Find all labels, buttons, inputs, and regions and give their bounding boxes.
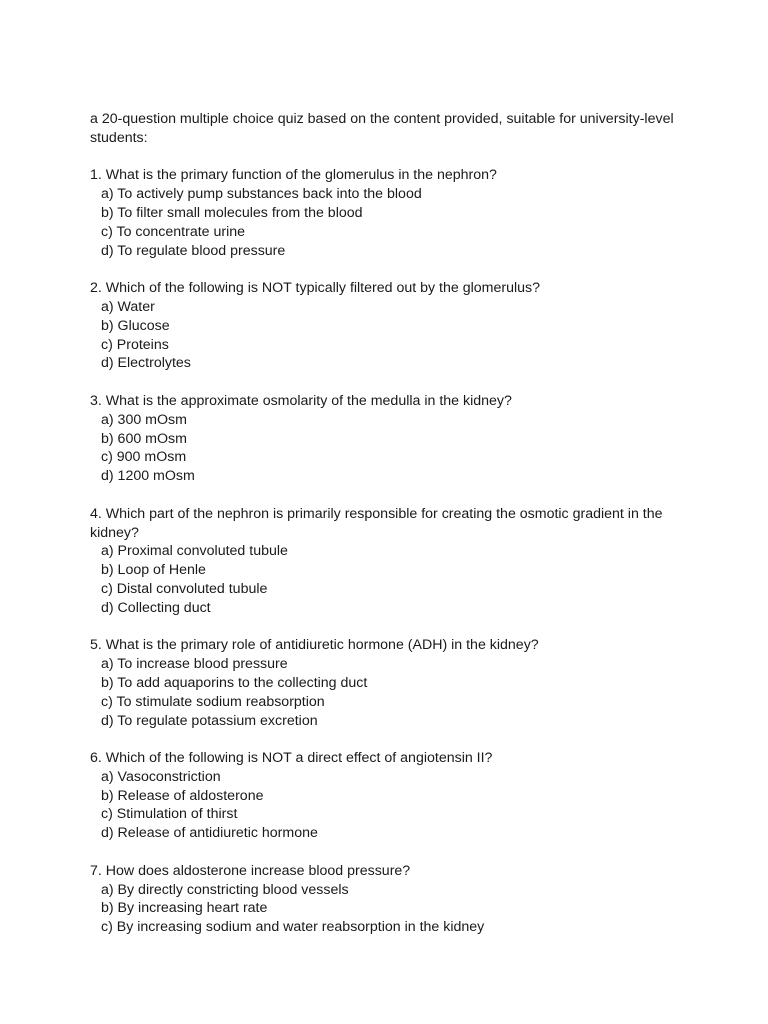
question-text: 6. Which of the following is NOT a direct effect of angiotensin II? [90, 750, 493, 767]
question-text: 7. How does aldosterone increase blood pressure? [90, 862, 411, 879]
answer-option: b) 600 mOsm [101, 430, 187, 447]
answer-option: d) To regulate potassium excretion [101, 712, 318, 729]
answer-options [90, 411, 678, 486]
answer-option: a) Proximal convoluted tubule [101, 543, 288, 560]
answer-option: b) Glucose [101, 317, 170, 334]
question-text: 2. Which of the following is NOT typically filtered out by the glomerulus? [90, 280, 541, 297]
answer-option: d) Collecting duct [101, 599, 211, 616]
answer-option: d) To regulate blood pressure [101, 242, 286, 259]
question-block [90, 279, 678, 373]
question-text: 4. Which part of the nephron is primarily responsible for creating the osmotic gradient in the kidney? [90, 505, 663, 541]
question-list [90, 166, 678, 937]
question-text: 5. What is the primary role of antidiuretic hormone (ADH) in the kidney? [90, 637, 539, 654]
answer-option: b) By increasing heart rate [101, 900, 268, 917]
answer-options [90, 542, 678, 617]
answer-option: c) To stimulate sodium reabsorption [101, 693, 325, 710]
answer-option: b) Release of aldosterone [101, 787, 264, 804]
answer-option: a) To actively pump substances back into the blood [101, 186, 422, 203]
answer-options [90, 655, 678, 730]
question-block [90, 392, 678, 486]
question-block [90, 749, 678, 843]
answer-option: b) To filter small molecules from the blood [101, 204, 363, 221]
answer-option: c) By increasing sodium and water reabsorption in the kidney [101, 919, 485, 936]
answer-option: a) 300 mOsm [101, 411, 187, 428]
answer-option: c) Stimulation of thirst [101, 806, 238, 823]
answer-option: d) 1200 mOsm [101, 468, 195, 485]
answer-option: a) By directly constricting blood vessels [101, 881, 349, 898]
answer-option: c) Proteins [101, 336, 169, 353]
question-block [90, 862, 678, 937]
answer-option: c) Distal convoluted tubule [101, 580, 268, 597]
question-block [90, 636, 678, 730]
answer-option: d) Release of antidiuretic hormone [101, 825, 318, 842]
answer-options [90, 768, 678, 843]
answer-option: b) To add aquaporins to the collecting duct [101, 674, 368, 691]
answer-option: c) To concentrate urine [101, 223, 246, 240]
question-text: 1. What is the primary function of the glomerulus in the nephron? [90, 167, 497, 184]
answer-options [90, 298, 678, 373]
question-text: 3. What is the approximate osmolarity of the medulla in the kidney? [90, 392, 512, 409]
answer-options [90, 185, 678, 260]
answer-options [90, 881, 678, 937]
answer-option: d) Electrolytes [101, 355, 191, 372]
answer-option: b) Loop of Henle [101, 562, 206, 579]
answer-option: c) 900 mOsm [101, 449, 187, 466]
quiz-intro: a 20-question multiple choice quiz based on the content provided, suitable for university-level students: [90, 111, 674, 146]
answer-option: a) Vasoconstriction [101, 768, 221, 785]
question-block [90, 166, 678, 260]
answer-option: a) Water [101, 298, 155, 315]
answer-option: a) To increase blood pressure [101, 656, 288, 673]
question-block [90, 505, 678, 618]
